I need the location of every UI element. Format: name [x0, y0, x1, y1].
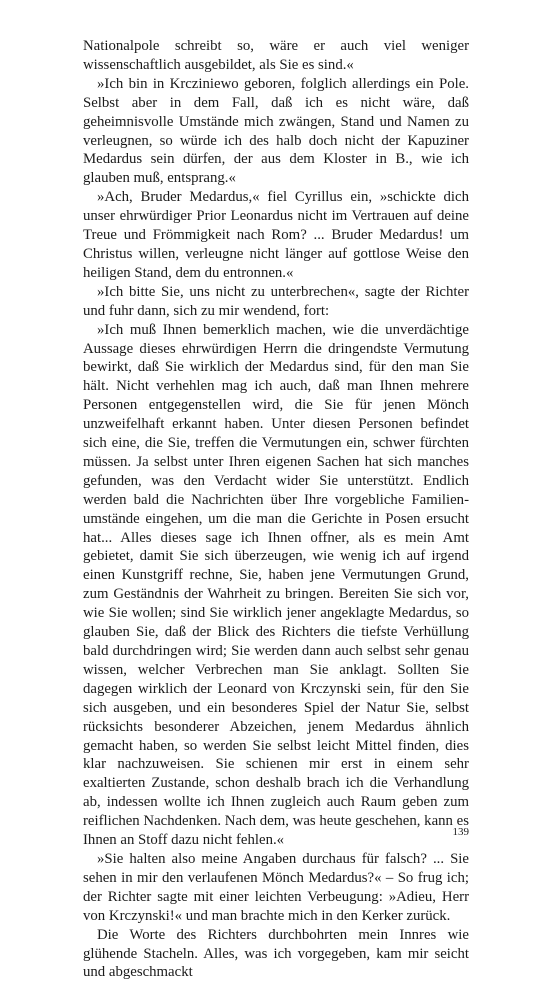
- paragraph: Die Worte des Richters durchbohrten mein Innres wie glühende Stacheln. Alles, was ich vorgegeben, kam mir seicht und abgeschmackt: [83, 926, 469, 981]
- paragraph: Nationalpole schreibt so, wäre er auch viel weniger wissenschaftlich ausgebildet, als Sie es sind.«: [83, 38, 469, 73]
- page-number: 139: [452, 826, 469, 838]
- paragraph: »Ich muß Ihnen bemerklich machen, wie die unverdächtige Aussage dieses ehrwürdigen Herrn die dringendste Vermutung bewirkt, daß Sie wirklich der Medardus sind, für den man Sie hält. Nicht verhehlen mag ich auch, daß man Ihnen mehrere Personen entgegenstellen wird, die Sie für jenen Mönch unzweifelhaft erkannt haben. Unter diesen Personen befindet sich eine, die Sie, treffen die Vermutungen ein, schwer fürchten müssen. Ja selbst unter Ihren eigenen Sachen hat sich manches gefunden, was den Verdacht wider Sie unterstützt. Endlich werden bald die Nachrichten über Ihre vorgebliche Familienumstände eingehen, um die man die Gerichte in Posen ersucht hat... Alles dieses sage ich Ihnen offner, als es mein Amt gebietet, damit Sie sich überzeugen, wie wenig ich auf irgend einen Kunstgriff rechne, Sie, haben jene Vermutungen Grund, zum Geständnis der Wahrheit zu bringen. Bereiten Sie sich vor, wie Sie wollen; sind Sie wirklich jener angeklagte Medardus, so glauben Sie, daß der Blick des Richters die tiefste Verhüllung bald durchdringen wird; Sie werden dann auch selbst sehr genau wissen, welcher Verbrechen man Sie anklagt. Sollten Sie dagegen wirklich der Leonard von Krczynski sein, für den Sie sich ausgeben, und ein besonderes Spiel der Natur Sie, selbst rücksichts besonderer Abzeichen, jenem Medardus ähnlich gemacht haben, so werden Sie selbst leicht Mittel finden, dies klar nachzuweisen. Sie schienen mir erst in einem sehr exaltierten Zustande, schon deshalb brach ich die Verhandlung ab, indessen wollte ich Ihnen zugleich auch Raum geben zum reiflichen Nachdenken. Nach dem, was heute geschehen, kann es Ihnen an Stoff dazu nicht fehlen.«: [83, 321, 469, 849]
- paragraph: »Ich bitte Sie, uns nicht zu unterbrechen«, sagte der Richter und fuhr dann, sich zu mir wendend, fort:: [83, 283, 469, 319]
- paragraph: »Sie halten also meine Angaben durchaus für falsch? ... Sie sehen in mir den verlaufenen Mönch Medardus?« – So frug ich; der Richter sagte mit einer leichten Verbeugung: »Adieu, Herr von Krczynski!« und man brachte mich in den Kerker zurück.: [83, 850, 469, 924]
- paragraph: »Ach, Bruder Medardus,« fiel Cyrillus ein, »schickte dich unser ehrwürdiger Prior Leonardus nicht im Vertrauen auf deine Treue und Frömmigkeit nach Rom? ... Bruder Medardus! um Christus willen, verleugne nicht länger auf gottlose Weise den heiligen Stand, dem du entronnen.«: [83, 189, 469, 281]
- paragraph: »Ich bin in Krcziniewo geboren, folglich allerdings ein Pole. Selbst aber in dem Fall, daß ich es nicht wäre, daß geheimnisvolle Umstände mich zwängen, Stand und Namen zu verleugnen, so würde ich des halb doch nicht der Kapuziner Medardus sein dürfen, der aus dem Kloster in B., wie ich glauben muß, entsprang.«: [83, 75, 469, 187]
- body-text: [83, 37, 469, 982]
